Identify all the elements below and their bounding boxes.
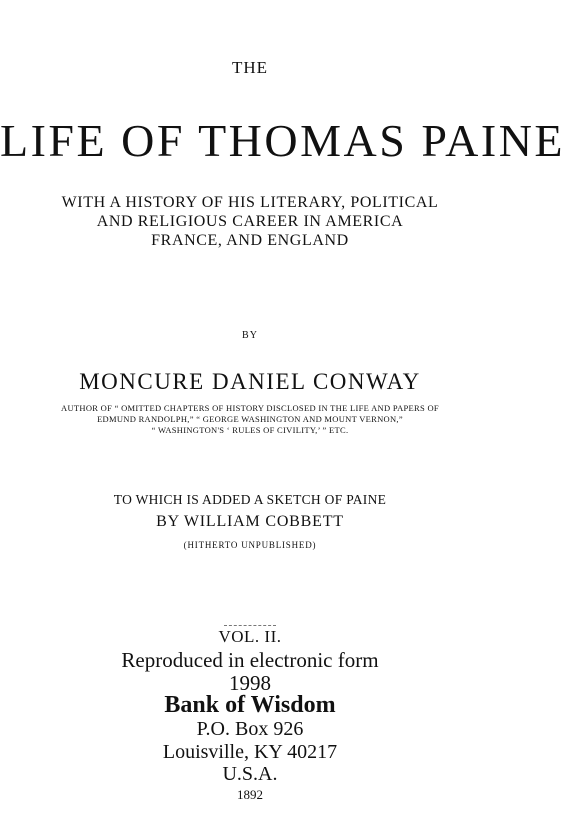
added-sketch-note: TO WHICH IS ADDED A SKETCH OF PAINE	[113, 492, 387, 507]
subtitle-line-1: WITH A HISTORY OF HIS LITERARY, POLITICAL	[61, 194, 439, 211]
author-credits-line-3: “ WASHINGTON'S ‘ RULES OF CIVILITY,’ ” ETC.	[151, 425, 349, 435]
subtitle-line-3: FRANCE, AND ENGLAND	[151, 232, 349, 249]
publisher-po-box: P.O. Box 926	[196, 718, 304, 740]
divider	[224, 625, 276, 626]
volume-label: VOL. II.	[218, 627, 282, 646]
publisher-country: U.S.A.	[222, 763, 278, 785]
by-label: BY	[242, 330, 258, 341]
publisher-city: Louisville, KY 40217	[162, 741, 338, 763]
author-credits-line-2: EDMUND RANDOLPH,” “ GEORGE WASHINGTON AND MOUNT VERNON,”	[97, 414, 403, 424]
book-title: LIFE OF THOMAS PAINE	[0, 115, 565, 166]
sketch-author: BY WILLIAM COBBETT	[156, 513, 344, 530]
reproduction-year: 1998	[229, 671, 271, 695]
reproduction-line: Reproduced in electronic form	[121, 648, 379, 672]
publication-year: 1892	[237, 787, 263, 802]
publisher-name: Bank of Wisdom	[164, 692, 336, 718]
title-article: THE	[231, 58, 269, 77]
unpublished-note: (HITHERTO UNPUBLISHED)	[183, 540, 317, 550]
subtitle-line-2: AND RELIGIOUS CAREER IN AMERICA	[96, 213, 404, 230]
author-name: MONCURE DANIEL CONWAY	[79, 369, 421, 394]
author-credits-line-1: AUTHOR OF “ OMITTED CHAPTERS OF HISTORY DISCLOSED IN THE LIFE AND PAPERS OF	[61, 403, 439, 413]
